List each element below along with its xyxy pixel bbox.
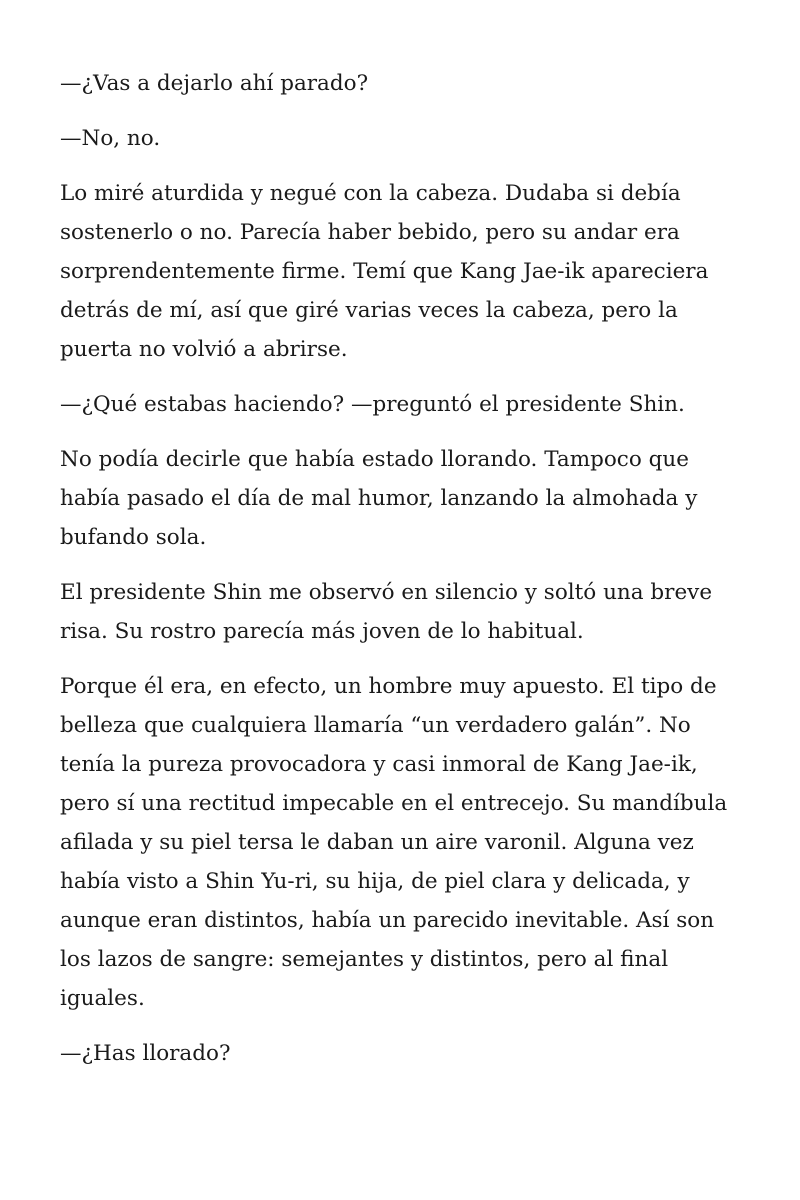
narrative-paragraph: Lo miré aturdida y negué con la cabeza. Dudaba si debía sostenerlo o no. Parecía haber bebido, pero su andar era sorprendentemente firme. Temí que Kang Jae-ik apareciera detrás de mí, así que giré varias veces la cabeza, pero la puerta no volvió a abrirse. xyxy=(60,181,709,362)
dialogue-line: —¿Vas a dejarlo ahí parado? xyxy=(60,71,369,96)
narrative-paragraph: Porque él era, en efecto, un hombre muy apuesto. El tipo de belleza que cualquiera llamaría “un verdadero galán”. No tenía la pureza provocadora y casi inmoral de Kang Jae-ik, pero sí una rectitud impecable en el entrecejo. Su mandíbula afilada y su piel tersa le daban un aire varonil. Alguna vez había visto a Shin Yu-ri, su hija, de piel clara y delicada, y aunque eran distintos, había un parecido inevitable. Así son los lazos de sangre: semejantes y distintos, pero al final iguales. xyxy=(60,674,728,1011)
dialogue-line: —No, no. xyxy=(60,126,161,151)
narrative-paragraph: No podía decirle que había estado llorando. Tampoco que había pasado el día de mal humor, lanzando la almohada y bufando sola. xyxy=(60,447,698,550)
book-page xyxy=(60,64,750,1089)
narrative-paragraph: El presidente Shin me observó en silencio y soltó una breve risa. Su rostro parecía más joven de lo habitual. xyxy=(60,580,713,644)
dialogue-line: —¿Qué estabas haciendo? —preguntó el presidente Shin. xyxy=(60,392,685,417)
dialogue-line: —¿Has llorado? xyxy=(60,1041,231,1066)
